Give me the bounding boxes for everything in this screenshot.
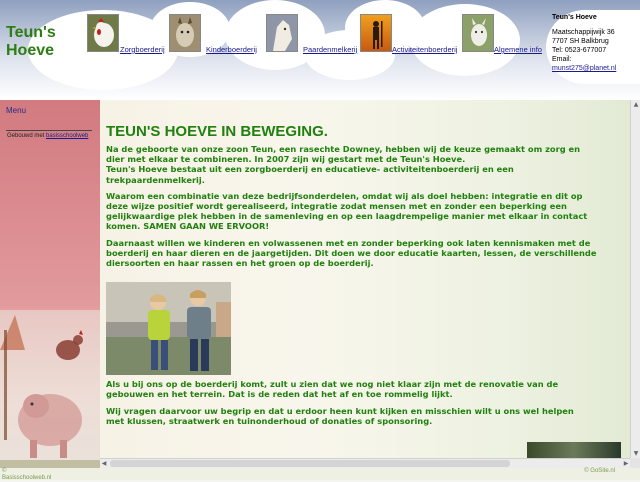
horizontal-scrollbar[interactable] [100, 458, 630, 468]
text-line: deze wijze positief wordt gerealiseerd, integratie zodat mensen met en zonder een beperking een [106, 201, 567, 212]
paragraph-education [106, 238, 614, 269]
goat-icon[interactable] [169, 14, 201, 52]
text-line: dier met elkaar te combineren. In 2007 zijn wij gestart met de Teun's Hoeve. [106, 154, 466, 165]
bottom-photo [527, 442, 621, 458]
nav-label[interactable]: Algemene info [494, 45, 542, 54]
footer [0, 468, 640, 480]
scroll-right-arrow-icon[interactable]: ▶ [623, 460, 629, 467]
address-city: 7707 SH Balkbrug [552, 38, 609, 45]
menu-title: Menu [6, 106, 27, 115]
text-line: boerderij en haar dieren en de jaargetijden. Dit doen we door educatie kaarten, lessen, de verschillende [106, 247, 597, 258]
text-line: Teun's Hoeve bestaat uit een zorgboerderij en educatieve- activiteitenboerderij en een [106, 164, 514, 175]
sidebar-divider [6, 130, 92, 131]
site-title[interactable]: Teun's Hoeve [6, 24, 56, 59]
page-title: TEUN'S HOEVE IN BEWEGING. [106, 123, 328, 140]
nav-label[interactable]: Kinderboerderij [206, 45, 257, 54]
farmer-silhouette-icon[interactable] [360, 14, 392, 52]
rooster-icon[interactable] [87, 14, 119, 52]
scroll-down-arrow-icon[interactable]: ▼ [633, 450, 639, 457]
contact-address [546, 10, 640, 84]
basisschoolweb-link[interactable]: basisschoolweb [46, 133, 89, 139]
text-line: Waarom een combinatie van deze bedrijfsonderdelen, omdat wij als doel hebben: integratie en dit op [106, 190, 583, 201]
nav-label[interactable]: Zorgboerderij [120, 45, 165, 54]
horse-icon[interactable] [266, 14, 298, 52]
nav-item-paardenmelkerij[interactable] [266, 14, 361, 60]
text-line: Daarnaast willen we kinderen en volwassenen met en zonder beperking ook laten kennismaken met de [106, 237, 591, 248]
nav-label[interactable]: Activiteitenboerderij [392, 45, 458, 54]
scroll-up-arrow-icon[interactable]: ▲ [633, 101, 639, 108]
scroll-left-arrow-icon[interactable]: ◀ [101, 460, 107, 467]
vertical-scrollbar[interactable] [630, 100, 640, 458]
nav-item-activiteitenboerderij[interactable] [360, 14, 460, 60]
address-name: Teun's Hoeve [552, 14, 597, 21]
children-photo [106, 282, 231, 375]
address-street: Maatschappijwijk 36 [552, 29, 615, 36]
paragraph-mission [106, 191, 614, 232]
basisschoolweb-footer-link[interactable]: Basisschoolweb.nl [2, 475, 52, 481]
main-content[interactable] [100, 100, 630, 458]
nav-label[interactable]: Paardenmelkerij [303, 45, 358, 54]
text-line: Wij vragen daarvoor uw begrip en dat u erdoor heen kunt kijken en misschien wilt u ons wel helpen [106, 405, 574, 416]
paragraph-renovation [106, 379, 614, 399]
gosite-credit[interactable]: © GoSite.nl [584, 468, 615, 474]
text-line: trekpaardenmelkerij. [106, 174, 205, 185]
text-line: gebouwen en het terrein. Dat is de reden dat het af en toe rommelig lijkt. [106, 389, 453, 400]
text-line: diersoorten en haar rassen en het groen op de boerderij. [106, 258, 374, 269]
text-line: met klussen, straatwerk en tuinonderhoud of donaties of sponsoring. [106, 415, 433, 426]
article [106, 120, 614, 432]
text-line: komen. SAMEN GAAN WE ERVOOR! [106, 221, 270, 232]
scrollbar-corner [630, 458, 640, 468]
site-header [0, 0, 640, 100]
built-with-credit [7, 133, 88, 139]
built-with-prefix: Gebouwd met [7, 133, 45, 139]
email-link[interactable]: munst275@planet.nl [552, 65, 617, 72]
text-line: gelijkwaardige plek hebben in de samenleving en op een laagdrempelige manier met elkaar in contact [106, 211, 588, 222]
farm-animals-illustration [0, 310, 100, 470]
address-phone: Tel: 0523-677007 [552, 47, 607, 54]
scrollbar-thumb[interactable] [110, 460, 510, 467]
paragraph-intro [106, 144, 614, 185]
copyright-symbol: © [2, 468, 7, 474]
text-line: Als u bij ons op de boerderij komt, zult u zien dat we nog niet klaar zijn met de renovatie van de [106, 379, 559, 390]
sidebar [0, 100, 100, 470]
nav-item-kinderboerderij[interactable] [172, 14, 262, 60]
address-email-label: Email: [552, 56, 572, 63]
paragraph-help [106, 406, 614, 426]
nav-item-zorgboerderij[interactable] [87, 14, 167, 60]
text-line: Na de geboorte van onze zoon Teun, een rasechte Downey, hebben wij de keuze gemaakt om zorg en [106, 144, 581, 154]
nav-item-algemene-info[interactable] [462, 14, 544, 60]
white-goat-icon[interactable] [462, 14, 494, 52]
